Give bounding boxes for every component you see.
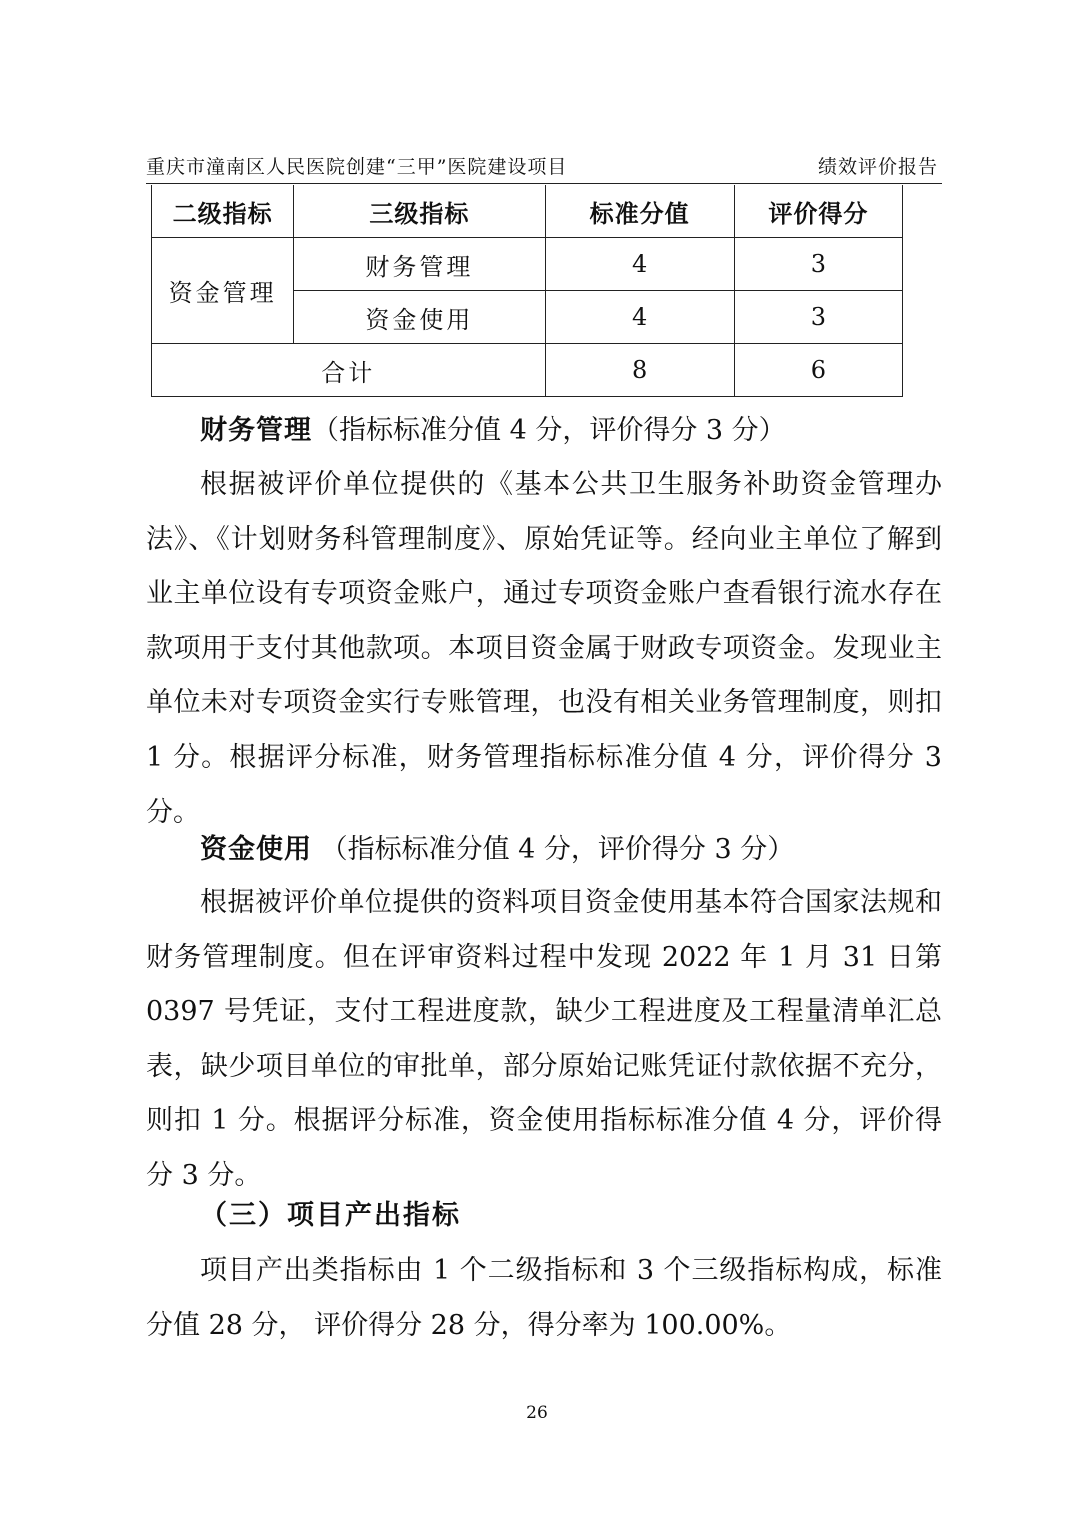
section-funds-title bbox=[146, 823, 942, 878]
table-group-cell: 资金管理 bbox=[152, 238, 294, 344]
table-cell-standard: 4 bbox=[545, 238, 734, 291]
section-note: （指标标准分值 4 分，评价得分 3 分） bbox=[312, 834, 795, 865]
table-total-label: 合计 bbox=[152, 344, 546, 397]
table-row bbox=[152, 238, 903, 291]
header-divider bbox=[146, 183, 942, 184]
table-cell-name: 资金使用 bbox=[294, 291, 545, 344]
section-financial-body: 根据被评价单位提供的《基本公共卫生服务补助资金管理办法》、《计划财务科管理制度》、原始凭证等。经向业主单位了解到业主单位设有专项资金账户，通过专项资金账户查看银行流水存在款项用于支付其他款项。本项目资金属于财政专项资金。发现业主单位未对专项资金实行专账管理，也没有相关业务管理制度，则扣 1 分。根据评分标准，财务管理指标标准分值 4 分，评价得分 3 分。 bbox=[146, 469, 942, 828]
header-title: 重庆市潼南区人民医院创建“三甲”医院建设项目 bbox=[146, 156, 568, 178]
section-heading: 财务管理 bbox=[200, 415, 312, 446]
table-cell-standard: 4 bbox=[545, 291, 734, 344]
section-output-body: 项目产出类指标由 1 个二级指标和 3 个三级指标构成，标准分值 28 分， 评价得分 28 分，得分率为 100.00%。 bbox=[146, 1255, 942, 1341]
section-output-heading: （三）项目产出指标 bbox=[200, 1200, 461, 1231]
header-report-type: 绩效评价报告 bbox=[817, 156, 938, 178]
section-note: （指标标准分值 4 分，评价得分 3 分） bbox=[312, 415, 786, 446]
table-header-cell: 评价得分 bbox=[734, 185, 902, 238]
section-financial-title bbox=[146, 404, 942, 459]
table-header-cell: 标准分值 bbox=[545, 185, 734, 238]
table-cell-score: 3 bbox=[734, 238, 902, 291]
table-total-score: 6 bbox=[734, 344, 902, 397]
table-header-row bbox=[152, 185, 903, 238]
table-header-cell: 二级指标 bbox=[152, 185, 294, 238]
table-header-cell: 三级指标 bbox=[294, 185, 545, 238]
page-number: 26 bbox=[526, 1403, 548, 1423]
table-total-row bbox=[152, 344, 903, 397]
table-cell-score: 3 bbox=[734, 291, 902, 344]
table-cell-name: 财务管理 bbox=[294, 238, 545, 291]
section-funds-body: 根据被评价单位提供的资料项目资金使用基本符合国家法规和财务管理制度。但在评审资料过程中发现 2022 年 1 月 31 日第 0397 号凭证，支付工程进度款，缺少工程进度及工程量清单汇总表，缺少项目单位的审批单，部分原始记账凭证付款依据不充分，则扣 1 分。根据评分标准，资金使用指标标准分值 4 分，评价得分 3 分。 bbox=[146, 887, 942, 1191]
table-total-standard: 8 bbox=[545, 344, 734, 397]
section-heading: 资金使用 bbox=[200, 834, 312, 865]
score-table bbox=[151, 185, 903, 397]
